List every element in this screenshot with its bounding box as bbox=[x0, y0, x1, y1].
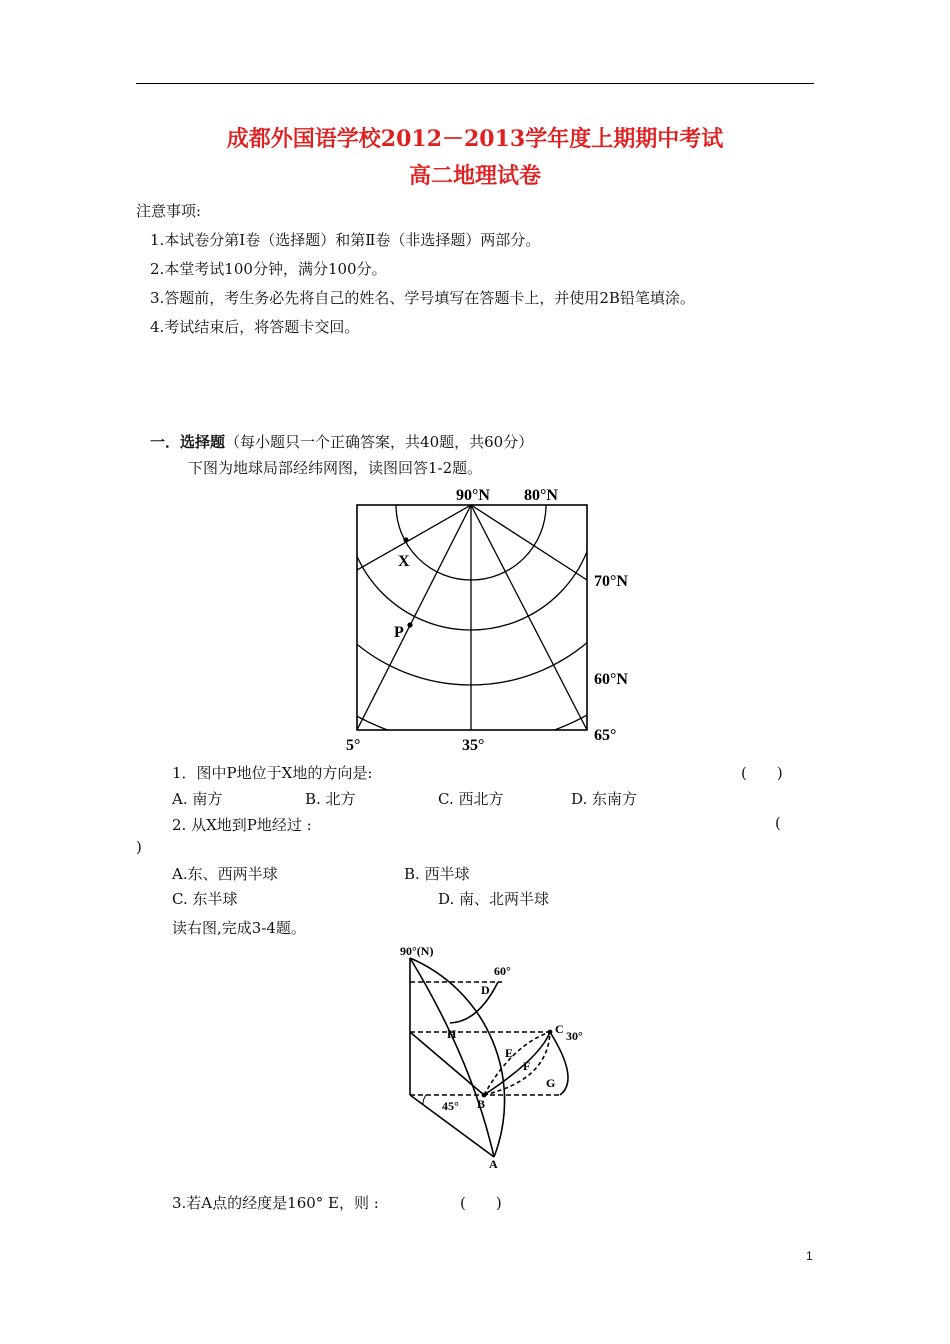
question-3-bracket: ( ) bbox=[460, 1194, 502, 1212]
label-80n: 80°N bbox=[524, 487, 558, 504]
map-frame bbox=[357, 505, 587, 730]
question-2-bracket-open: ( bbox=[775, 814, 781, 832]
page-number: 1 bbox=[806, 1249, 813, 1263]
figure-globe-section bbox=[390, 940, 610, 1175]
question-1-stem: 1．图中P地位于X地的方向是: bbox=[172, 764, 373, 782]
label-g: G bbox=[546, 1076, 556, 1090]
label-60n: 60°N bbox=[594, 671, 628, 688]
label-lon65: 65° bbox=[594, 727, 617, 744]
label-c: C bbox=[555, 1022, 564, 1036]
meridian-east bbox=[471, 505, 587, 580]
q2-option-b: B. 西半球 bbox=[404, 865, 470, 883]
meridian-65 bbox=[471, 505, 587, 730]
question-2-stem: 2. 从X地到P地经过 : bbox=[172, 816, 312, 834]
note-item: 3.答题前，考生务必先将自己的姓名、学号填写在答题卡上，并使用2B铅笔填涂。 bbox=[150, 289, 695, 307]
q2-option-c: C. 东半球 bbox=[172, 890, 238, 908]
exam-subtitle: 高二地理试卷 bbox=[408, 163, 541, 189]
label-lat60: 60° bbox=[494, 964, 511, 978]
section-desc: （每小题只一个正确答案，共40题，共60分） bbox=[225, 433, 534, 451]
figure-graticule-map bbox=[330, 478, 650, 756]
header-rule bbox=[136, 83, 814, 84]
meridian-5 bbox=[357, 505, 471, 730]
label-north-pole: 90°(N) bbox=[400, 944, 434, 958]
label-a: A bbox=[489, 1157, 498, 1171]
label-p: P bbox=[394, 624, 404, 641]
q2-option-a: A.东、西两半球 bbox=[172, 865, 278, 883]
label-70n: 70°N bbox=[594, 573, 628, 590]
point-c-marker bbox=[548, 1030, 553, 1035]
label-f: F bbox=[523, 1059, 531, 1073]
section-intro: 下图为地球局部经纬网图，读图回答1-2题。 bbox=[188, 459, 483, 477]
intro-q3-4: 读右图,完成3-4题。 bbox=[172, 919, 306, 937]
point-p-marker bbox=[407, 622, 412, 627]
point-x-marker bbox=[403, 537, 408, 542]
q1-option-c: C. 西北方 bbox=[438, 790, 504, 808]
q1-option-a: A. 南方 bbox=[172, 790, 223, 808]
label-angle45: 45° bbox=[442, 1099, 459, 1113]
note-item: 2.本堂考试100分钟，满分100分。 bbox=[150, 260, 387, 278]
label-e: E bbox=[505, 1046, 514, 1060]
label-lon35: 35° bbox=[462, 737, 485, 754]
label-90n: 90°N bbox=[456, 487, 490, 504]
section-number: 一． bbox=[150, 433, 181, 451]
exam-title: 成都外国语学校2012－2013学年度上期期中考试 bbox=[226, 126, 724, 152]
outer-meridian bbox=[410, 958, 505, 1157]
radius-to-b bbox=[410, 1032, 484, 1095]
question-1-bracket: ( ) bbox=[741, 764, 783, 782]
q1-option-b: B. 北方 bbox=[305, 790, 356, 808]
note-item: 1.本试卷分第Ⅰ卷（选择题）和第Ⅱ卷（非选择题）两部分。 bbox=[150, 231, 541, 249]
label-d: D bbox=[481, 983, 490, 997]
label-h: H bbox=[447, 1027, 457, 1041]
q1-option-d: D. 东南方 bbox=[571, 790, 638, 808]
section-heading bbox=[150, 431, 533, 452]
section-name: 选择题 bbox=[180, 433, 226, 451]
question-3-stem: 3.若A点的经度是160° E，则 : bbox=[172, 1194, 379, 1212]
path-g bbox=[484, 1032, 550, 1095]
q2-option-d: D. 南、北两半球 bbox=[438, 890, 550, 908]
label-b: B bbox=[477, 1097, 486, 1111]
note-item: 4.考试结束后，将答题卡交回。 bbox=[150, 318, 360, 336]
angle-45-arc bbox=[423, 1095, 426, 1105]
question-2-bracket-close: ) bbox=[136, 838, 142, 856]
notes-heading: 注意事项: bbox=[136, 202, 202, 220]
label-x: X bbox=[398, 553, 410, 570]
label-lat30: 30° bbox=[566, 1029, 583, 1043]
label-lon5: 5° bbox=[346, 737, 361, 754]
